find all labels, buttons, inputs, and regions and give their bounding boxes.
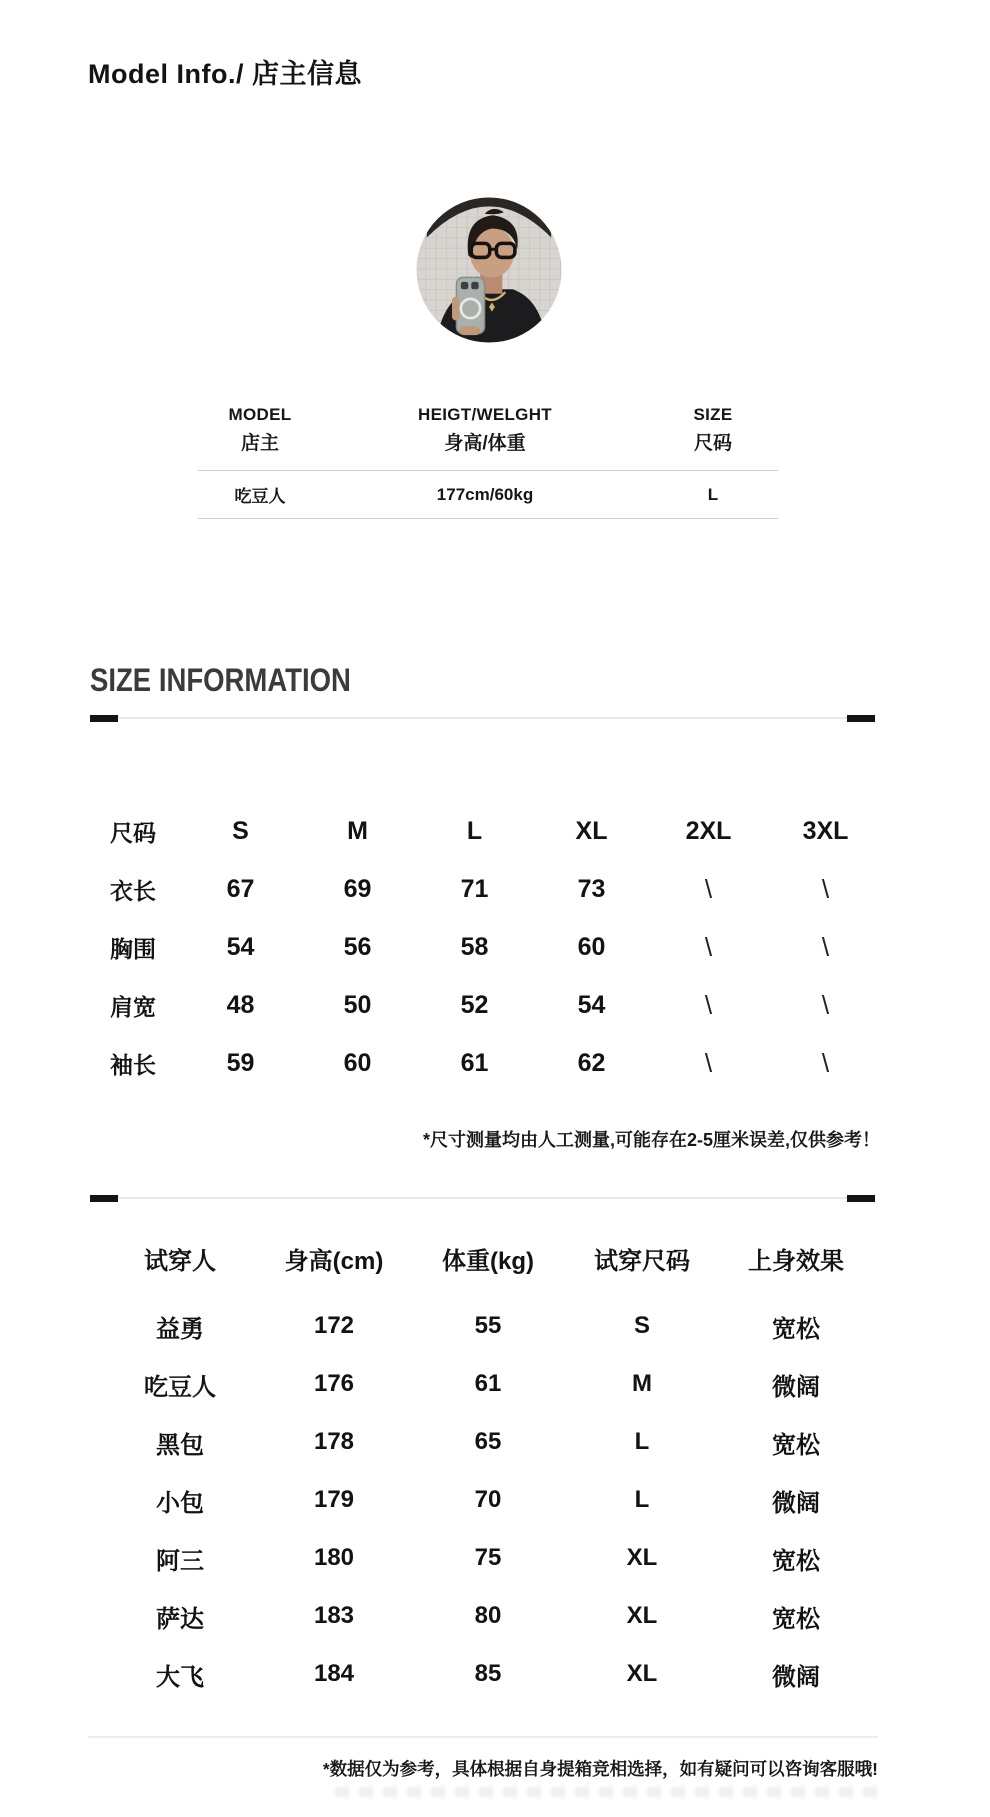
tryon-table-row	[103, 1355, 873, 1413]
size-table-cell: 62	[577, 1048, 606, 1077]
size-table-cell: \	[704, 989, 713, 1020]
model-info-header	[198, 404, 778, 457]
size-table-cell: \	[704, 931, 713, 962]
header-zh: 尺码	[693, 433, 732, 454]
size-table-header-cell: S	[232, 816, 249, 845]
tryon-cell: 80	[474, 1602, 502, 1629]
tryon-cell: S	[633, 1312, 650, 1339]
size-table-row	[110, 918, 884, 976]
size-table-cell: 67	[226, 874, 255, 903]
size-table-row-label: 袖长	[110, 1051, 156, 1078]
tryon-cell: 宽松	[772, 1605, 820, 1633]
size-table-header-cell: M	[347, 816, 368, 845]
size-table-cell: \	[704, 1047, 713, 1078]
tryon-cell: M	[632, 1370, 652, 1397]
header-en: MODEL	[228, 405, 292, 424]
tryon-table-row	[103, 1413, 873, 1471]
tryon-table-row	[103, 1297, 873, 1355]
size-table-row-label: 胸围	[110, 935, 156, 962]
tryon-header-cell: 试穿尺码	[594, 1247, 690, 1275]
tryon-cell: 宽松	[772, 1547, 820, 1575]
tryon-cell: 183	[313, 1602, 355, 1629]
size-table-cell: 52	[460, 990, 489, 1019]
size-table-header-cell: 尺码	[110, 819, 156, 846]
size-table-cell: 71	[460, 874, 489, 903]
size-table-cell: 59	[226, 1048, 255, 1077]
tryon-table-header-row	[103, 1236, 873, 1280]
size-table-row-label: 肩宽	[110, 993, 156, 1020]
tryon-cell: 微阔	[772, 1663, 820, 1691]
model-info-row	[198, 470, 778, 519]
header-zh: 店主	[240, 433, 279, 454]
size-information-heading: SIZE INFORMATION	[90, 662, 351, 698]
tryon-cell: 179	[313, 1486, 355, 1513]
size-table-cell: 56	[343, 932, 372, 961]
size-table-header-cell: XL	[575, 816, 608, 845]
size-table-cell: \	[821, 931, 830, 962]
bottom-divider-line	[88, 1736, 878, 1738]
divider-dash-right	[847, 715, 875, 722]
size-table-cell: 60	[343, 1048, 372, 1077]
tryon-cell: 75	[474, 1544, 502, 1571]
tryon-cell: 172	[313, 1312, 355, 1339]
tryon-cell: 大飞	[156, 1663, 204, 1691]
size-table-cell: 61	[460, 1048, 489, 1077]
header-en: HEIGT/WELGHT	[418, 405, 552, 424]
tryon-cell: 85	[474, 1660, 502, 1687]
size-table-cell: 69	[343, 874, 372, 903]
tryon-table-row	[103, 1587, 873, 1645]
model-name-cell: 吃豆人	[234, 487, 286, 506]
tryon-cell: 70	[474, 1486, 502, 1513]
size-table-cell: 54	[226, 932, 255, 961]
section-divider	[90, 1194, 875, 1202]
divider-dash-left	[90, 715, 118, 722]
model-size-cell: L	[707, 484, 719, 504]
tryon-cell: 微阔	[772, 1489, 820, 1517]
size-table-cell: \	[704, 873, 713, 904]
tryon-cell: XL	[626, 1602, 658, 1629]
tryon-table-row	[103, 1471, 873, 1529]
tryon-cell: 178	[313, 1428, 355, 1455]
size-table-header-cell: L	[466, 816, 483, 845]
model-selfie-photo-icon	[415, 196, 563, 344]
tryon-header-cell: 试穿人	[144, 1247, 216, 1275]
tryon-table-body	[103, 1297, 873, 1703]
data-reference-note: *数据仅为参考，具体根据自身提箱竞相选择，如有疑问可以咨询客服哦!	[322, 1759, 878, 1779]
size-table	[110, 802, 884, 1092]
tryon-cell: 宽松	[772, 1315, 820, 1343]
size-table-row	[110, 1034, 884, 1092]
model-height-weight-cell: 177cm/60kg	[436, 484, 534, 504]
faded-cutoff-text	[335, 1787, 880, 1797]
divider-line	[118, 1197, 847, 1199]
tryon-cell: 微阔	[772, 1373, 820, 1401]
size-table-cell: \	[821, 1047, 830, 1078]
size-table-row	[110, 976, 884, 1034]
tryon-cell: 黑包	[156, 1431, 204, 1459]
tryon-cell: 180	[313, 1544, 355, 1571]
divider-line	[118, 717, 847, 719]
header-en: SIZE	[693, 405, 733, 424]
tryon-cell: 阿三	[156, 1547, 204, 1575]
tryon-cell: 宽松	[772, 1431, 820, 1459]
size-table-cell: 60	[577, 932, 606, 961]
tryon-cell: 61	[474, 1370, 502, 1397]
header-zh: 身高/体重	[444, 433, 526, 454]
size-table-header-cell: 2XL	[685, 816, 732, 845]
size-table-cell: \	[821, 873, 830, 904]
tryon-cell: L	[634, 1428, 650, 1455]
size-measure-note: *尺寸测量均由人工测量,可能存在2-5厘米误差,仅供参考！	[422, 1130, 880, 1150]
tryon-cell: XL	[626, 1544, 658, 1571]
tryon-cell: 55	[474, 1312, 502, 1339]
tryon-cell: 吃豆人	[144, 1373, 216, 1401]
section-divider	[90, 714, 875, 722]
tryon-header-cell: 上身效果	[748, 1247, 844, 1275]
size-table-cell: 50	[343, 990, 372, 1019]
tryon-cell: 176	[313, 1370, 355, 1397]
model-info-header-cell	[648, 404, 778, 457]
tryon-table	[103, 1236, 873, 1703]
tryon-table-row	[103, 1529, 873, 1587]
size-table-cell: 58	[460, 932, 489, 961]
model-info-header-cell	[322, 404, 648, 457]
size-table-row	[110, 860, 884, 918]
tryon-cell: 益勇	[156, 1315, 204, 1343]
size-table-header-row	[110, 802, 884, 860]
tryon-cell: 184	[313, 1660, 355, 1687]
size-table-cell: 73	[577, 874, 606, 903]
tryon-cell: XL	[626, 1660, 658, 1687]
size-table-cell: \	[821, 989, 830, 1020]
tryon-cell: 小包	[156, 1489, 204, 1517]
size-table-cell: 48	[226, 990, 255, 1019]
divider-dash-right	[847, 1195, 875, 1202]
tryon-cell: L	[634, 1486, 650, 1513]
tryon-header-cell: 体重(kg)	[442, 1247, 534, 1275]
tryon-header-cell: 身高(cm)	[284, 1247, 384, 1275]
size-table-cell: 54	[577, 990, 606, 1019]
model-avatar	[415, 196, 563, 344]
model-info-header-cell	[198, 404, 322, 457]
tryon-table-row	[103, 1645, 873, 1703]
tryon-cell: 65	[474, 1428, 502, 1455]
size-table-header-cell: 3XL	[802, 816, 849, 845]
size-table-row-label: 衣长	[110, 877, 156, 904]
page-title: Model Info./ 店主信息	[88, 59, 362, 89]
tryon-cell: 萨达	[156, 1605, 204, 1633]
divider-dash-left	[90, 1195, 118, 1202]
model-info-table	[198, 404, 778, 519]
